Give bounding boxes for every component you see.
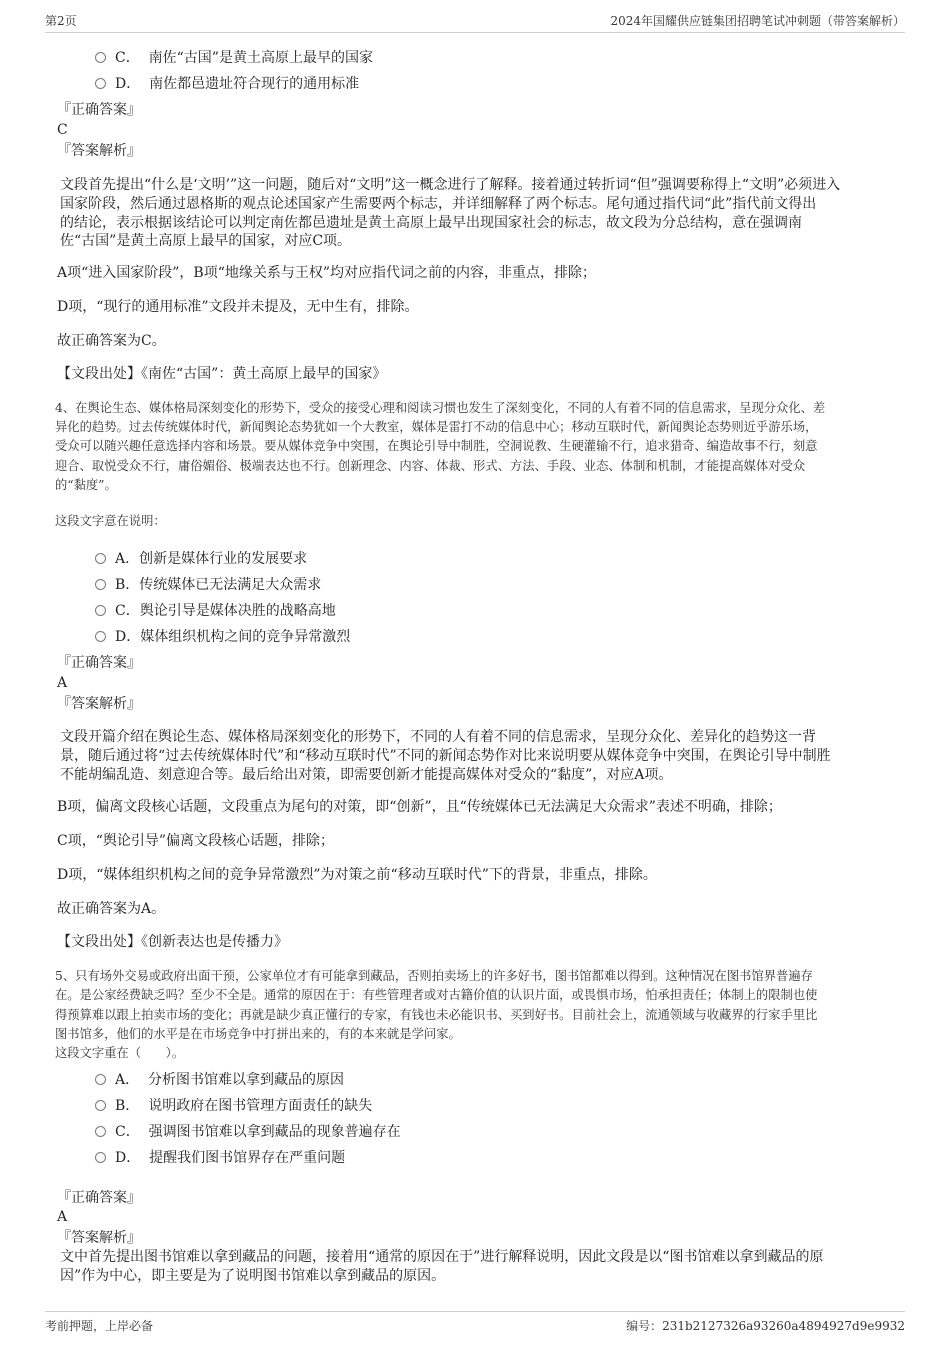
analysis-line: 佐“古国”是黄土高原上最早的国家，对应C项。 xyxy=(60,233,352,249)
source-note: 【文段出处】《南佐“古国”：黄土高原上最早的国家》 xyxy=(57,366,387,382)
analysis-label: 『答案解析』 xyxy=(57,143,141,159)
analysis-line: 的结论，表示根据该结论可以判定南佐都邑遗址是黄土高原上最早出现国家社会的标志，故文段为分总结构，意在强调南 xyxy=(60,215,802,231)
answer-label: 『正确答案』 xyxy=(57,1190,141,1206)
answer-label: 『正确答案』 xyxy=(57,655,141,671)
radio-icon[interactable] xyxy=(95,579,106,590)
question-stem-line: 得预算难以跟上拍卖市场的变化；再就是缺少真正懂行的专家，有钱也未必能识书、买到好书。目前社会上，流通领域与收藏界的行家手里比 xyxy=(55,1008,818,1022)
header-rule xyxy=(45,32,905,33)
question-stem-line: 受众可以随兴趣任意选择内容和场景。要从媒体竞争中突围，在舆论引导中制胜，空洞说教、生硬灌输不行，追求猎奇、编造故事不行，刻意 xyxy=(55,439,818,453)
analysis-label: 『答案解析』 xyxy=(57,1230,141,1246)
radio-icon[interactable] xyxy=(95,52,106,63)
analysis-note: C项，“舆论引导”偏离文段核心话题，排除； xyxy=(57,833,335,849)
analysis-line: 因”作为中心，即主要是为了说明图书馆难以拿到藏品的原因。 xyxy=(60,1268,446,1284)
answer-value: A xyxy=(57,675,68,691)
analysis-label: 『答案解析』 xyxy=(57,696,141,712)
radio-icon[interactable] xyxy=(95,1100,106,1111)
answer-value: A xyxy=(57,1209,68,1225)
analysis-line: 文段首先提出“什么是‘文明’”这一问题，随后对“文明”这一概念进行了解释。接着通过转折词“但”强调要称得上“文明”必须进入 xyxy=(60,177,841,193)
analysis-note: 故正确答案为A。 xyxy=(57,901,166,917)
analysis-line: 景，随后通过将“过去传统媒体时代”和“移动互联时代”不同的新闻态势作对比来说明要从媒体竞争中突围，在舆论引导中制胜 xyxy=(60,748,831,764)
analysis-note: D项，“现行的通用标准”文段并未提及，无中生有，排除。 xyxy=(57,299,419,315)
question-stem-line: 4、在舆论生态、媒体格局深刻变化的形势下，受众的接受心理和阅读习惯也发生了深刻变化，不同的人有着不同的信息需求，呈现分众化、差 xyxy=(55,401,826,415)
analysis-note: 故正确答案为C。 xyxy=(57,333,166,349)
radio-icon[interactable] xyxy=(95,553,106,564)
document-code: 编号：231b2127326a93260a4894927d9e9932 xyxy=(626,1319,905,1333)
document-title: 2024年国耀供应链集团招聘笔试冲刺题（带答案解析） xyxy=(610,14,905,28)
analysis-line: 文中首先提出图书馆难以拿到藏品的问题，接着用“通常的原因在于”进行解释说明，因此文段是以“图书馆难以拿到藏品的原 xyxy=(60,1249,824,1265)
analysis-line: 国家阶段，然后通过恩格斯的观点论述国家产生需要两个标志，并详细解释了两个标志。尾句通过指代词“此”指代前文得出 xyxy=(60,196,817,212)
radio-icon[interactable] xyxy=(95,605,106,616)
radio-icon[interactable] xyxy=(95,1074,106,1085)
page-header xyxy=(45,12,905,32)
question-stem-line: 迎合、取悦受众不行，庸俗媚俗、极端表达也不行。创新理念、内容、体裁、形式、方法、手段、业态、体制和机制，才能提高媒体对受众 xyxy=(55,459,806,473)
question-stem-line: 的“黏度”。 xyxy=(55,478,117,492)
analysis-note: D项，“媒体组织机构之间的竞争异常激烈”为对策之前“移动互联时代”下的背景，非重点，排除。 xyxy=(57,867,657,883)
source-note: 【文段出处】《创新表达也是传播力》 xyxy=(57,934,288,950)
analysis-line: 文段开篇介绍在舆论生态、媒体格局深刻变化的形势下，不同的人有着不同的信息需求，呈现分众化、差异化的趋势这一背 xyxy=(60,729,816,745)
answer-value: C xyxy=(57,122,68,138)
analysis-note: B项，偏离文段核心话题，文段重点为尾句的对策，即“创新”，且“传统媒体已无法满足大众需求”表述不明确，排除； xyxy=(57,799,782,815)
question-prompt: 这段文字意在说明： xyxy=(55,514,166,528)
question-stem-line: 在。是公家经费缺乏吗？至少不全是。通常的原因在于：有些管理者或对古籍价值的认识片面，或畏惧市场，怕承担责任；体制上的限制也使 xyxy=(55,988,818,1002)
footer-slogan: 考前押题，上岸必备 xyxy=(45,1319,154,1333)
radio-icon[interactable] xyxy=(95,78,106,89)
radio-icon[interactable] xyxy=(95,1126,106,1137)
radio-icon[interactable] xyxy=(95,631,106,642)
analysis-line: 不能胡编乱造、刻意迎合等。最后给出对策，即需要创新才能提高媒体对受众的“黏度”，对应A项。 xyxy=(60,767,673,783)
page-number: 第2页 xyxy=(45,14,77,28)
question-stem-line: 图书馆多，他们的水平是在市场竞争中打拼出来的，有的本来就是学问家。 xyxy=(55,1027,461,1041)
footer-rule xyxy=(45,1311,905,1312)
analysis-note: A项“进入国家阶段”，B项“地缘关系与王权”均对应指代词之前的内容，非重点，排除； xyxy=(57,265,597,281)
answer-label: 『正确答案』 xyxy=(57,102,141,118)
question-stem-line: 异化的趋势。过去传统媒体时代，新闻舆论态势犹如一个大教室，媒体是雷打不动的信息中心；移动互联时代，新闻舆论态势则近乎游乐场， xyxy=(55,420,818,434)
question-prompt: 这段文字重在（ ）。 xyxy=(55,1046,185,1060)
question-stem-line: 5、只有场外交易或政府出面干预，公家单位才有可能拿到藏品，否则拍卖场上的许多好书，图书馆都难以得到。这种情况在图书馆界普遍存 xyxy=(55,969,813,983)
radio-icon[interactable] xyxy=(95,1152,106,1163)
